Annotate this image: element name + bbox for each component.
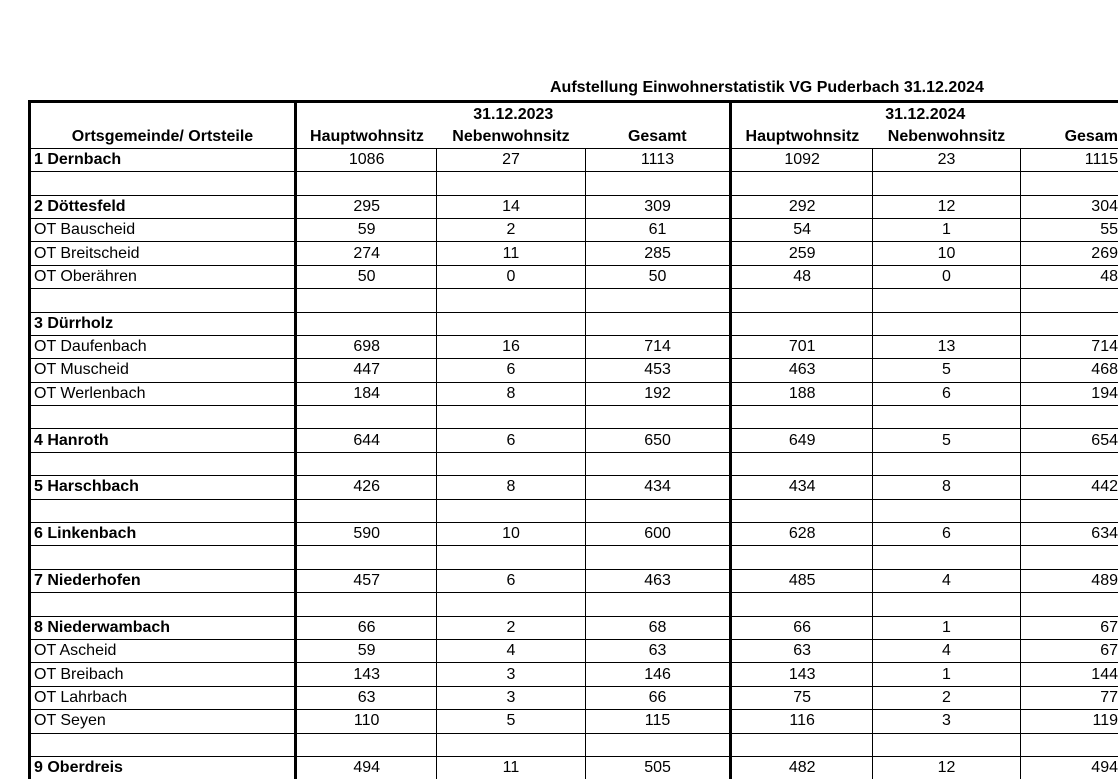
cell-neben-2023 [437,593,585,616]
table-row [30,546,1118,569]
cell-haupt-2023: 1086 [296,148,437,171]
cell-haupt-2023: 295 [296,195,437,218]
cell-neben-2023: 11 [437,242,585,265]
cell-gesamt-2023 [585,452,731,475]
cell-neben-2023: 6 [437,359,585,382]
row-name [30,289,296,312]
cell-haupt-2024 [731,499,872,522]
cell-haupt-2023: 494 [296,756,437,779]
cell-haupt-2024 [731,452,872,475]
cell-haupt-2024 [731,289,872,312]
table-row [30,242,1118,265]
cell-haupt-2024: 259 [731,242,872,265]
row-name [30,452,296,475]
cell-haupt-2023: 644 [296,429,437,452]
row-name: 2 Döttesfeld [30,195,296,218]
table-row [30,148,1118,171]
cell-neben-2024 [872,406,1020,429]
cell-neben-2023: 16 [437,335,585,358]
cell-neben-2024 [872,499,1020,522]
cell-neben-2023: 4 [437,639,585,662]
cell-neben-2023 [437,499,585,522]
cell-gesamt-2024: 77 [1021,686,1118,709]
cell-gesamt-2024: 144 [1021,663,1118,686]
cell-gesamt-2023: 714 [585,335,731,358]
cell-haupt-2023: 143 [296,663,437,686]
cell-haupt-2024 [731,312,872,335]
cell-gesamt-2023 [585,733,731,756]
cell-gesamt-2024: 55 [1021,218,1118,241]
cell-gesamt-2024 [1021,172,1118,195]
cell-neben-2023: 6 [437,569,585,592]
row-name [30,733,296,756]
cell-gesamt-2023 [585,289,731,312]
header-date-row [30,102,1118,126]
table-row [30,663,1118,686]
cell-neben-2024: 5 [872,429,1020,452]
cell-gesamt-2023: 146 [585,663,731,686]
cell-haupt-2024 [731,406,872,429]
table-row [30,616,1118,639]
cell-haupt-2024: 54 [731,218,872,241]
cell-neben-2024 [872,733,1020,756]
cell-haupt-2023 [296,452,437,475]
cell-haupt-2023 [296,593,437,616]
cell-neben-2023: 10 [437,523,585,546]
cell-haupt-2024: 1092 [731,148,872,171]
cell-neben-2024: 1 [872,616,1020,639]
cell-gesamt-2023: 115 [585,710,731,733]
cell-gesamt-2023: 463 [585,569,731,592]
row-name: OT Ascheid [30,639,296,662]
cell-neben-2024: 12 [872,195,1020,218]
cell-neben-2023: 6 [437,429,585,452]
table-row [30,756,1118,779]
cell-gesamt-2024 [1021,452,1118,475]
cell-gesamt-2024 [1021,312,1118,335]
table-row [30,499,1118,522]
table-row [30,429,1118,452]
table-row [30,359,1118,382]
cell-gesamt-2023: 434 [585,476,731,499]
cell-haupt-2023: 59 [296,639,437,662]
cell-gesamt-2024: 654 [1021,429,1118,452]
cell-gesamt-2024: 67 [1021,639,1118,662]
cell-haupt-2024 [731,733,872,756]
cell-neben-2023 [437,289,585,312]
cell-gesamt-2023: 650 [585,429,731,452]
cell-gesamt-2024: 67 [1021,616,1118,639]
cell-haupt-2023: 274 [296,242,437,265]
cell-neben-2023 [437,172,585,195]
cell-haupt-2024: 463 [731,359,872,382]
cell-haupt-2023 [296,733,437,756]
cell-neben-2024: 10 [872,242,1020,265]
cell-gesamt-2023: 453 [585,359,731,382]
cell-neben-2023: 8 [437,382,585,405]
table-row [30,733,1118,756]
table-row [30,218,1118,241]
row-name: OT Lahrbach [30,686,296,709]
cell-haupt-2024: 434 [731,476,872,499]
row-name: OT Oberähren [30,265,296,288]
header-gesamt-2024: Gesam [1021,125,1118,148]
cell-haupt-2024: 485 [731,569,872,592]
cell-haupt-2023 [296,172,437,195]
cell-haupt-2023: 110 [296,710,437,733]
cell-gesamt-2024 [1021,546,1118,569]
cell-haupt-2023 [296,499,437,522]
cell-gesamt-2024: 304 [1021,195,1118,218]
cell-haupt-2024 [731,172,872,195]
cell-neben-2024: 1 [872,663,1020,686]
cell-gesamt-2024: 468 [1021,359,1118,382]
row-name [30,406,296,429]
table-row [30,639,1118,662]
cell-haupt-2023: 447 [296,359,437,382]
cell-gesamt-2024 [1021,289,1118,312]
cell-haupt-2023: 698 [296,335,437,358]
table-row [30,593,1118,616]
table-row [30,686,1118,709]
cell-neben-2024: 2 [872,686,1020,709]
table-row [30,523,1118,546]
cell-gesamt-2024: 48 [1021,265,1118,288]
cell-gesamt-2023: 50 [585,265,731,288]
cell-gesamt-2024: 442 [1021,476,1118,499]
cell-neben-2023: 0 [437,265,585,288]
cell-haupt-2023: 59 [296,218,437,241]
cell-gesamt-2023: 309 [585,195,731,218]
cell-neben-2024 [872,172,1020,195]
cell-neben-2024: 23 [872,148,1020,171]
cell-neben-2024: 6 [872,382,1020,405]
cell-neben-2024: 0 [872,265,1020,288]
cell-gesamt-2024: 634 [1021,523,1118,546]
cell-gesamt-2023: 600 [585,523,731,546]
row-name [30,546,296,569]
cell-gesamt-2024 [1021,593,1118,616]
cell-haupt-2024: 116 [731,710,872,733]
table-body [30,148,1118,779]
row-name [30,499,296,522]
table-row [30,195,1118,218]
cell-gesamt-2023 [585,499,731,522]
row-name [30,172,296,195]
cell-neben-2023 [437,546,585,569]
cell-neben-2023: 2 [437,616,585,639]
cell-haupt-2023: 66 [296,616,437,639]
cell-neben-2023: 11 [437,756,585,779]
cell-gesamt-2023: 66 [585,686,731,709]
cell-neben-2023 [437,452,585,475]
cell-haupt-2023 [296,312,437,335]
header-column-row [30,125,1118,148]
row-name: 9 Oberdreis [30,756,296,779]
table-row [30,476,1118,499]
cell-gesamt-2024: 269 [1021,242,1118,265]
cell-neben-2023: 27 [437,148,585,171]
row-name: OT Muscheid [30,359,296,382]
row-name: OT Werlenbach [30,382,296,405]
table-row [30,312,1118,335]
header-gesamt-2023: Gesamt [585,125,731,148]
cell-haupt-2024: 292 [731,195,872,218]
row-name: 1 Dernbach [30,148,296,171]
cell-haupt-2024 [731,546,872,569]
cell-gesamt-2023: 68 [585,616,731,639]
row-name: OT Daufenbach [30,335,296,358]
cell-haupt-2024: 482 [731,756,872,779]
cell-haupt-2024: 75 [731,686,872,709]
cell-neben-2023: 5 [437,710,585,733]
cell-haupt-2024: 63 [731,639,872,662]
header-neben-2024: Nebenwohnsitz [872,125,1020,148]
cell-gesamt-2023: 285 [585,242,731,265]
document-title: Aufstellung Einwohnerstatistik VG Puderbach 31.12.2024 [550,79,984,97]
table-row [30,265,1118,288]
table-row [30,289,1118,312]
cell-haupt-2023: 50 [296,265,437,288]
cell-gesamt-2024: 194 [1021,382,1118,405]
cell-neben-2024: 4 [872,569,1020,592]
cell-neben-2024 [872,452,1020,475]
cell-neben-2024 [872,593,1020,616]
cell-neben-2024: 3 [872,710,1020,733]
cell-haupt-2024: 143 [731,663,872,686]
table-row [30,452,1118,475]
cell-gesamt-2024 [1021,499,1118,522]
cell-haupt-2023: 590 [296,523,437,546]
cell-gesamt-2023: 1113 [585,148,731,171]
row-name: OT Breitscheid [30,242,296,265]
cell-gesamt-2024: 119 [1021,710,1118,733]
cell-neben-2024 [872,546,1020,569]
cell-neben-2024 [872,312,1020,335]
cell-neben-2023: 3 [437,663,585,686]
table-row [30,172,1118,195]
row-name [30,593,296,616]
cell-neben-2024: 5 [872,359,1020,382]
cell-gesamt-2023 [585,406,731,429]
row-name: 6 Linkenbach [30,523,296,546]
cell-haupt-2024: 66 [731,616,872,639]
header-haupt-2023: Hauptwohnsitz [296,125,437,148]
row-name: 5 Harschbach [30,476,296,499]
header-name-spacer [30,102,296,126]
row-name: OT Seyen [30,710,296,733]
cell-gesamt-2024 [1021,733,1118,756]
cell-neben-2024: 6 [872,523,1020,546]
cell-haupt-2024: 188 [731,382,872,405]
cell-haupt-2024: 649 [731,429,872,452]
cell-gesamt-2023 [585,593,731,616]
cell-gesamt-2024: 1115 [1021,148,1118,171]
cell-gesamt-2023: 63 [585,639,731,662]
row-name: 4 Hanroth [30,429,296,452]
header-neben-2023: Nebenwohnsitz [437,125,585,148]
cell-haupt-2023: 426 [296,476,437,499]
cell-neben-2023: 14 [437,195,585,218]
cell-gesamt-2023: 192 [585,382,731,405]
header-date-2023: 31.12.2023 [296,102,731,126]
table-row [30,335,1118,358]
row-name: OT Breibach [30,663,296,686]
cell-neben-2023: 3 [437,686,585,709]
table-row [30,710,1118,733]
cell-haupt-2024: 628 [731,523,872,546]
cell-neben-2023 [437,312,585,335]
cell-haupt-2023: 457 [296,569,437,592]
cell-neben-2023: 8 [437,476,585,499]
row-name: 8 Niederwambach [30,616,296,639]
cell-haupt-2024 [731,593,872,616]
cell-neben-2024 [872,289,1020,312]
row-name: OT Bauscheid [30,218,296,241]
cell-gesamt-2024: 489 [1021,569,1118,592]
cell-haupt-2024: 701 [731,335,872,358]
cell-haupt-2023 [296,546,437,569]
header-ortsgemeinde: Ortsgemeinde/ Ortsteile [30,125,296,148]
cell-gesamt-2023 [585,312,731,335]
cell-neben-2024: 1 [872,218,1020,241]
cell-neben-2023: 2 [437,218,585,241]
table-row [30,382,1118,405]
cell-haupt-2023: 63 [296,686,437,709]
cell-haupt-2023 [296,289,437,312]
table-row [30,406,1118,429]
row-name: 3 Dürrholz [30,312,296,335]
header-haupt-2024: Hauptwohnsitz [731,125,872,148]
table-row [30,569,1118,592]
cell-neben-2024: 13 [872,335,1020,358]
cell-haupt-2023 [296,406,437,429]
cell-gesamt-2023: 505 [585,756,731,779]
cell-neben-2023 [437,406,585,429]
cell-gesamt-2023 [585,546,731,569]
cell-gesamt-2023 [585,172,731,195]
cell-haupt-2023: 184 [296,382,437,405]
cell-gesamt-2024 [1021,406,1118,429]
cell-neben-2024: 12 [872,756,1020,779]
cell-gesamt-2024: 494 [1021,756,1118,779]
cell-neben-2023 [437,733,585,756]
row-name: 7 Niederhofen [30,569,296,592]
cell-neben-2024: 8 [872,476,1020,499]
cell-gesamt-2023: 61 [585,218,731,241]
cell-haupt-2024: 48 [731,265,872,288]
population-table [28,100,1118,779]
cell-gesamt-2024: 714 [1021,335,1118,358]
cell-neben-2024: 4 [872,639,1020,662]
header-date-2024: 31.12.2024 [731,102,1118,126]
